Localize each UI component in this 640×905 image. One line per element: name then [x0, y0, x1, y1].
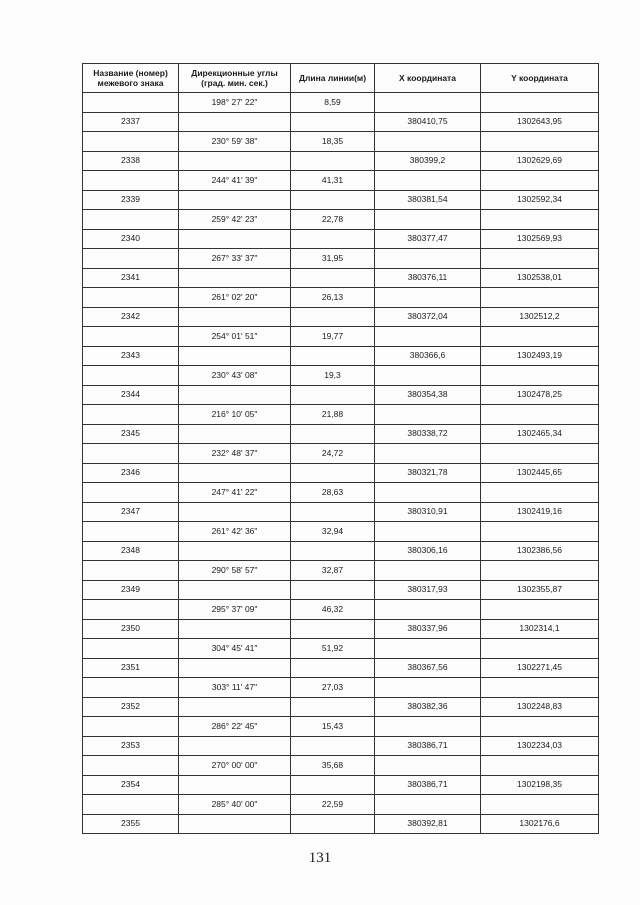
- segment-row: [83, 249, 599, 269]
- empty-cell: [83, 327, 179, 347]
- x-coordinate-cell: 380367,56: [375, 658, 481, 678]
- segment-row: [83, 444, 599, 464]
- point-row: [83, 814, 599, 834]
- header-x-coordinate: X координата: [375, 64, 481, 93]
- mark-name-cell: 2350: [83, 619, 179, 639]
- empty-cell: [179, 502, 291, 522]
- point-row: [83, 307, 599, 327]
- empty-cell: [481, 366, 599, 386]
- empty-cell: [375, 132, 481, 152]
- empty-cell: [83, 405, 179, 425]
- empty-cell: [481, 249, 599, 269]
- point-row: [83, 502, 599, 522]
- line-length-cell: 32,94: [291, 522, 375, 542]
- line-length-cell: 19,77: [291, 327, 375, 347]
- bearing-angle-cell: 254° 01' 51": [179, 327, 291, 347]
- empty-cell: [481, 93, 599, 113]
- line-length-cell: 21,88: [291, 405, 375, 425]
- mark-name-cell: 2353: [83, 736, 179, 756]
- x-coordinate-cell: 380321,78: [375, 463, 481, 483]
- empty-cell: [179, 112, 291, 132]
- empty-cell: [291, 268, 375, 288]
- empty-cell: [291, 112, 375, 132]
- y-coordinate-cell: 1302569,93: [481, 229, 599, 249]
- point-row: [83, 736, 599, 756]
- line-length-cell: 51,92: [291, 639, 375, 659]
- x-coordinate-cell: 380310,91: [375, 502, 481, 522]
- empty-cell: [83, 288, 179, 308]
- empty-cell: [375, 171, 481, 191]
- empty-cell: [481, 405, 599, 425]
- empty-cell: [375, 756, 481, 776]
- empty-cell: [83, 639, 179, 659]
- empty-cell: [179, 775, 291, 795]
- mark-name-cell: 2340: [83, 229, 179, 249]
- bearing-angle-cell: 267° 33' 37": [179, 249, 291, 269]
- empty-cell: [481, 756, 599, 776]
- bearing-angle-cell: 285° 40' 00": [179, 795, 291, 815]
- segment-row: [83, 93, 599, 113]
- x-coordinate-cell: 380382,36: [375, 697, 481, 717]
- empty-cell: [291, 463, 375, 483]
- mark-name-cell: 2355: [83, 814, 179, 834]
- empty-cell: [481, 678, 599, 698]
- point-row: [83, 463, 599, 483]
- x-coordinate-cell: 380366,6: [375, 346, 481, 366]
- empty-cell: [83, 756, 179, 776]
- empty-cell: [375, 483, 481, 503]
- empty-cell: [291, 151, 375, 171]
- mark-name-cell: 2342: [83, 307, 179, 327]
- segment-row: [83, 678, 599, 698]
- empty-cell: [481, 210, 599, 230]
- empty-cell: [375, 93, 481, 113]
- y-coordinate-cell: 1302465,34: [481, 424, 599, 444]
- empty-cell: [291, 424, 375, 444]
- line-length-cell: 27,03: [291, 678, 375, 698]
- empty-cell: [179, 814, 291, 834]
- empty-cell: [291, 736, 375, 756]
- empty-cell: [481, 600, 599, 620]
- x-coordinate-cell: 380337,96: [375, 619, 481, 639]
- bearing-angle-cell: 216° 10' 05": [179, 405, 291, 425]
- y-coordinate-cell: 1302198,35: [481, 775, 599, 795]
- empty-cell: [179, 658, 291, 678]
- line-length-cell: 22,78: [291, 210, 375, 230]
- empty-cell: [179, 697, 291, 717]
- empty-cell: [375, 249, 481, 269]
- empty-cell: [291, 541, 375, 561]
- y-coordinate-cell: 1302386,56: [481, 541, 599, 561]
- bearing-angle-cell: 230° 59' 38": [179, 132, 291, 152]
- bearing-angle-cell: 232° 48' 37": [179, 444, 291, 464]
- empty-cell: [291, 697, 375, 717]
- bearing-angle-cell: 261° 02' 20": [179, 288, 291, 308]
- empty-cell: [291, 307, 375, 327]
- empty-cell: [375, 366, 481, 386]
- segment-row: [83, 795, 599, 815]
- line-length-cell: 31,95: [291, 249, 375, 269]
- empty-cell: [481, 327, 599, 347]
- line-length-cell: 24,72: [291, 444, 375, 464]
- bearing-angle-cell: 261° 42' 36": [179, 522, 291, 542]
- empty-cell: [375, 522, 481, 542]
- segment-row: [83, 210, 599, 230]
- empty-cell: [291, 502, 375, 522]
- y-coordinate-cell: 1302234,03: [481, 736, 599, 756]
- empty-cell: [481, 795, 599, 815]
- empty-cell: [83, 444, 179, 464]
- empty-cell: [179, 424, 291, 444]
- empty-cell: [83, 366, 179, 386]
- empty-cell: [83, 678, 179, 698]
- empty-cell: [83, 93, 179, 113]
- x-coordinate-cell: 380372,04: [375, 307, 481, 327]
- x-coordinate-cell: 380399,2: [375, 151, 481, 171]
- empty-cell: [375, 717, 481, 737]
- y-coordinate-cell: 1302478,25: [481, 385, 599, 405]
- empty-cell: [83, 483, 179, 503]
- empty-cell: [481, 171, 599, 191]
- segment-row: [83, 366, 599, 386]
- y-coordinate-cell: 1302314,1: [481, 619, 599, 639]
- segment-row: [83, 171, 599, 191]
- empty-cell: [179, 346, 291, 366]
- empty-cell: [481, 639, 599, 659]
- bearing-angle-cell: 290° 58' 57": [179, 561, 291, 581]
- line-length-cell: 15,43: [291, 717, 375, 737]
- point-row: [83, 580, 599, 600]
- empty-cell: [291, 385, 375, 405]
- mark-name-cell: 2352: [83, 697, 179, 717]
- table-header-row: [83, 64, 599, 93]
- x-coordinate-cell: 380392,81: [375, 814, 481, 834]
- empty-cell: [375, 561, 481, 581]
- bearing-angle-cell: 259° 42' 23": [179, 210, 291, 230]
- bearing-angle-cell: 244° 41' 39": [179, 171, 291, 191]
- segment-row: [83, 483, 599, 503]
- y-coordinate-cell: 1302248,83: [481, 697, 599, 717]
- empty-cell: [375, 288, 481, 308]
- page-number: 131: [308, 850, 332, 866]
- point-row: [83, 385, 599, 405]
- bearing-angle-cell: 286° 22' 45": [179, 717, 291, 737]
- empty-cell: [375, 405, 481, 425]
- x-coordinate-cell: 380306,16: [375, 541, 481, 561]
- y-coordinate-cell: 1302419,16: [481, 502, 599, 522]
- segment-row: [83, 756, 599, 776]
- point-row: [83, 346, 599, 366]
- y-coordinate-cell: 1302445,65: [481, 463, 599, 483]
- line-length-cell: 32,87: [291, 561, 375, 581]
- empty-cell: [375, 210, 481, 230]
- mark-name-cell: 2343: [83, 346, 179, 366]
- header-mark-name: Название (номер) межевого знака: [83, 64, 179, 93]
- mark-name-cell: 2338: [83, 151, 179, 171]
- empty-cell: [291, 229, 375, 249]
- empty-cell: [83, 249, 179, 269]
- mark-name-cell: 2339: [83, 190, 179, 210]
- mark-name-cell: 2346: [83, 463, 179, 483]
- point-row: [83, 112, 599, 132]
- bearing-angle-cell: 270° 00' 00": [179, 756, 291, 776]
- line-length-cell: 18,35: [291, 132, 375, 152]
- empty-cell: [291, 658, 375, 678]
- mark-name-cell: 2354: [83, 775, 179, 795]
- empty-cell: [83, 132, 179, 152]
- y-coordinate-cell: 1302493,19: [481, 346, 599, 366]
- segment-row: [83, 717, 599, 737]
- point-row: [83, 658, 599, 678]
- point-row: [83, 190, 599, 210]
- segment-row: [83, 405, 599, 425]
- empty-cell: [83, 171, 179, 191]
- point-row: [83, 268, 599, 288]
- mark-name-cell: 2344: [83, 385, 179, 405]
- empty-cell: [375, 678, 481, 698]
- line-length-cell: 19,3: [291, 366, 375, 386]
- header-bearing-angle: Дирекционные углы (град. мин. сек.): [179, 64, 291, 93]
- empty-cell: [83, 795, 179, 815]
- empty-cell: [179, 268, 291, 288]
- empty-cell: [291, 619, 375, 639]
- point-row: [83, 775, 599, 795]
- point-row: [83, 424, 599, 444]
- mark-name-cell: 2347: [83, 502, 179, 522]
- empty-cell: [291, 346, 375, 366]
- segment-row: [83, 132, 599, 152]
- x-coordinate-cell: 380386,71: [375, 775, 481, 795]
- empty-cell: [375, 600, 481, 620]
- empty-cell: [179, 736, 291, 756]
- empty-cell: [83, 210, 179, 230]
- line-length-cell: 41,31: [291, 171, 375, 191]
- x-coordinate-cell: 380317,93: [375, 580, 481, 600]
- empty-cell: [179, 229, 291, 249]
- mark-name-cell: 2341: [83, 268, 179, 288]
- y-coordinate-cell: 1302538,01: [481, 268, 599, 288]
- mark-name-cell: 2345: [83, 424, 179, 444]
- empty-cell: [83, 717, 179, 737]
- x-coordinate-cell: 380386,71: [375, 736, 481, 756]
- bearing-angle-cell: 230° 43' 08": [179, 366, 291, 386]
- y-coordinate-cell: 1302271,45: [481, 658, 599, 678]
- empty-cell: [179, 619, 291, 639]
- empty-cell: [481, 522, 599, 542]
- boundary-marks-table: [82, 63, 599, 834]
- y-coordinate-cell: 1302592,34: [481, 190, 599, 210]
- x-coordinate-cell: 380410,75: [375, 112, 481, 132]
- line-length-cell: 26,13: [291, 288, 375, 308]
- mark-name-cell: 2351: [83, 658, 179, 678]
- table-body: [83, 93, 599, 834]
- mark-name-cell: 2348: [83, 541, 179, 561]
- segment-row: [83, 561, 599, 581]
- y-coordinate-cell: 1302629,69: [481, 151, 599, 171]
- bearing-angle-cell: 198° 27' 22": [179, 93, 291, 113]
- header-line-length: Длина линии(м): [291, 64, 375, 93]
- empty-cell: [375, 444, 481, 464]
- empty-cell: [481, 444, 599, 464]
- bearing-angle-cell: 295° 37' 09": [179, 600, 291, 620]
- empty-cell: [375, 639, 481, 659]
- point-row: [83, 697, 599, 717]
- empty-cell: [291, 775, 375, 795]
- y-coordinate-cell: 1302355,87: [481, 580, 599, 600]
- segment-row: [83, 327, 599, 347]
- empty-cell: [375, 795, 481, 815]
- empty-cell: [375, 327, 481, 347]
- line-length-cell: 35,68: [291, 756, 375, 776]
- empty-cell: [291, 814, 375, 834]
- empty-cell: [179, 463, 291, 483]
- point-row: [83, 619, 599, 639]
- point-row: [83, 541, 599, 561]
- empty-cell: [179, 385, 291, 405]
- empty-cell: [179, 151, 291, 171]
- x-coordinate-cell: 380338,72: [375, 424, 481, 444]
- point-row: [83, 151, 599, 171]
- segment-row: [83, 600, 599, 620]
- empty-cell: [481, 717, 599, 737]
- empty-cell: [83, 522, 179, 542]
- empty-cell: [481, 132, 599, 152]
- mark-name-cell: 2349: [83, 580, 179, 600]
- segment-row: [83, 288, 599, 308]
- x-coordinate-cell: 380381,54: [375, 190, 481, 210]
- point-row: [83, 229, 599, 249]
- empty-cell: [291, 190, 375, 210]
- empty-cell: [83, 600, 179, 620]
- bearing-angle-cell: 247° 41' 22": [179, 483, 291, 503]
- line-length-cell: 46,32: [291, 600, 375, 620]
- segment-row: [83, 639, 599, 659]
- y-coordinate-cell: 1302176,6: [481, 814, 599, 834]
- x-coordinate-cell: 380376,11: [375, 268, 481, 288]
- x-coordinate-cell: 380377,47: [375, 229, 481, 249]
- empty-cell: [179, 541, 291, 561]
- bearing-angle-cell: 304° 45' 41": [179, 639, 291, 659]
- mark-name-cell: 2337: [83, 112, 179, 132]
- empty-cell: [481, 561, 599, 581]
- empty-cell: [179, 307, 291, 327]
- empty-cell: [481, 483, 599, 503]
- line-length-cell: 22,59: [291, 795, 375, 815]
- empty-cell: [83, 561, 179, 581]
- empty-cell: [481, 288, 599, 308]
- empty-cell: [179, 580, 291, 600]
- line-length-cell: 28,63: [291, 483, 375, 503]
- empty-cell: [179, 190, 291, 210]
- line-length-cell: 8,59: [291, 93, 375, 113]
- x-coordinate-cell: 380354,38: [375, 385, 481, 405]
- empty-cell: [291, 580, 375, 600]
- y-coordinate-cell: 1302643,95: [481, 112, 599, 132]
- y-coordinate-cell: 1302512,2: [481, 307, 599, 327]
- header-y-coordinate: Y координата: [481, 64, 599, 93]
- segment-row: [83, 522, 599, 542]
- bearing-angle-cell: 303° 11' 47": [179, 678, 291, 698]
